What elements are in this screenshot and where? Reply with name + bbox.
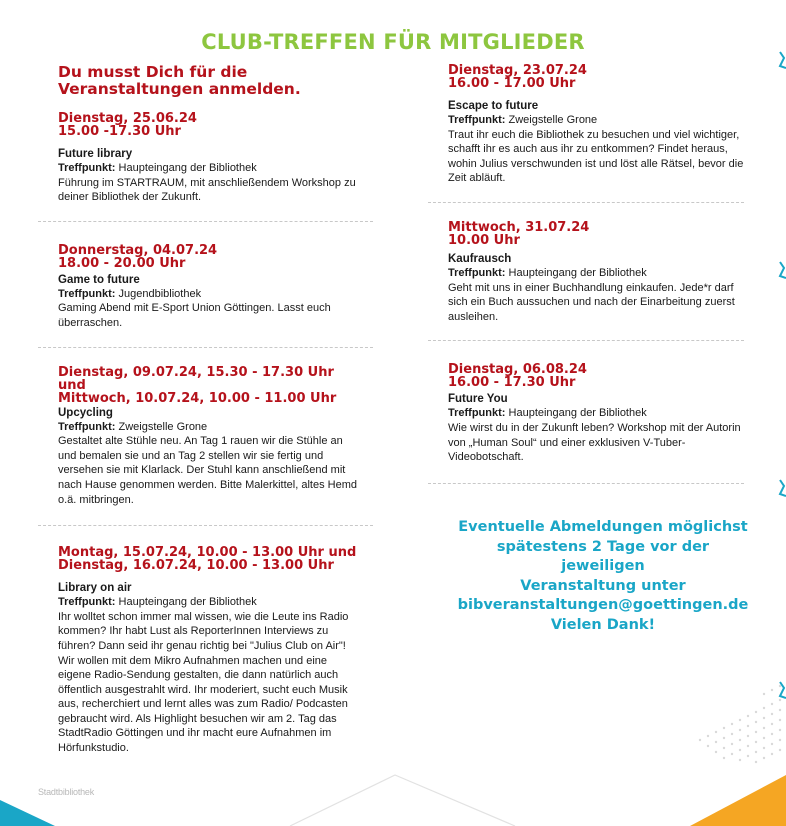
event-location: Treffpunkt: Haupteingang der Bibliothek [58,596,257,609]
event-time: Mittwoch, 10.07.24, 10.00 - 11.00 Uhr [58,390,337,406]
event-location: Treffpunkt: Haupteingang der Bibliothek [448,266,647,279]
event-time: 18.00 - 20.00 Uhr [58,255,186,271]
event-location: Treffpunkt: Zweigstelle Grone [58,420,208,433]
event-time: 15.00 -17.30 Uhr [58,124,181,139]
event-date: Dienstag, 06.08.24 [448,362,587,378]
event-title: Future library [58,148,133,160]
event-title: Library on air [58,582,132,595]
event-description: Traut ihr euch die Bibliothek zu besuchen und viel wichtiger, schafft ihr es auch aus ihr zu entkommen? Findet heraus, wohin Julius verschwunden ist und löst alle Rätsel, bevor die Zeit abläuft. [448,128,744,185]
event-date: Dienstag, 23.07.24 [448,63,587,78]
event-location: Treffpunkt: Zweigstelle Grone [448,114,598,126]
contact-email[interactable]: bibveranstaltungen@goettingen.de [457,597,749,613]
page-title: CLUB-TREFFEN FÜR MITGLIEDER [201,30,585,54]
event-description: Gestaltet alte Stühle neu. An Tag 1 rauen wir die Stühle an und bemalen sie und an Tag 2 stellen wir sie fertig und versehen sie mit Klarlack. Der Stuhl kann anschließend mit nach Hause genommen werden. Bitte Malerkittel, altes Hemd o.ä. mitbringen. [58,435,357,506]
event-title: Future You [448,393,508,406]
event-date: Dienstag, 09.07.24, 15.30 - 17.30 Uhr und [58,364,334,393]
event-title: Kaufrausch [448,252,512,265]
event-date: Dienstag, 25.06.24 [58,111,197,126]
event-time: 10.00 Uhr [448,232,520,248]
event-description: Geht mit uns in einer Buchhandlung einkaufen. Jede*r darf sich ein Buch aussuchen und nach der Einarbeitung zuerst ausleihen. [448,281,735,323]
event-description: Gaming Abend mit E-Sport Union Göttingen. Lasst euch überraschen. [58,302,331,329]
event-time: Dienstag, 16.07.24, 10.00 - 13.00 Uhr [58,558,334,574]
event-location: Treffpunkt: Haupteingang der Bibliothek [58,162,257,174]
event-date: Mittwoch, 31.07.24 [448,219,590,235]
event-description: Ihr wolltet schon immer mal wissen, wie die Leute ins Radio kommen? Ihr habt Lust als ReporterInnen Interviews zu führen? Dann seid ihr genau richtig bei "Julius Club on Air"! Wir wollen mit dem Mikro Aufnahmen machen und eine eigene Radio-Sendung gestalten, die dann natürlich auch öffentlich ausgestrahlt wird. Ihr moderiert, sucht euch Musik aus, recherchiert und lernt alles was zum Radio/ Podcasten gebraucht wird. Als Highlight besuchen wir am 2. Tag das StadtRadio Göttingen und ihr macht eure Aufnahmen im Hörfunkstudio. [58,610,349,755]
event-title: Escape to future [448,100,539,112]
event-location: Treffpunkt: Jugendbibliothek [58,287,202,300]
event-time: 16.00 - 17.30 Uhr [448,375,576,391]
event-description: Führung im STARTRAUM, mit anschließendem Workshop zu deiner Bibliothek der Zukunft. [58,176,356,204]
event-time: 16.00 - 17.00 Uhr [448,76,576,91]
event-description: Wie wirst du in der Zukunft leben? Workshop mit der Autorin von „Human Soul“ und einer exklusiven V-Tuber-Videobotschaft. [448,421,741,464]
registration-note: Du musst Dich für die Veranstaltungen anmelden. [58,63,301,98]
event-location: Treffpunkt: Haupteingang der Bibliothek [448,407,647,420]
dot-pattern [699,685,781,763]
event-date: Donnerstag, 04.07.24 [58,242,218,258]
event-title: Game to future [58,273,140,286]
event-date: Montag, 15.07.24, 10.00 - 13.00 Uhr und [58,545,357,561]
event-title: Upcycling [58,406,113,419]
library-logo: Stadtbibliothek [38,787,95,797]
cancellation-notice: Eventuelle Abmeldungen möglichst spätestens 2 Tage vor der jeweiligen Veranstaltung unter bibveranstaltungen@goettingen.de Vielen Dank! [455,518,751,635]
